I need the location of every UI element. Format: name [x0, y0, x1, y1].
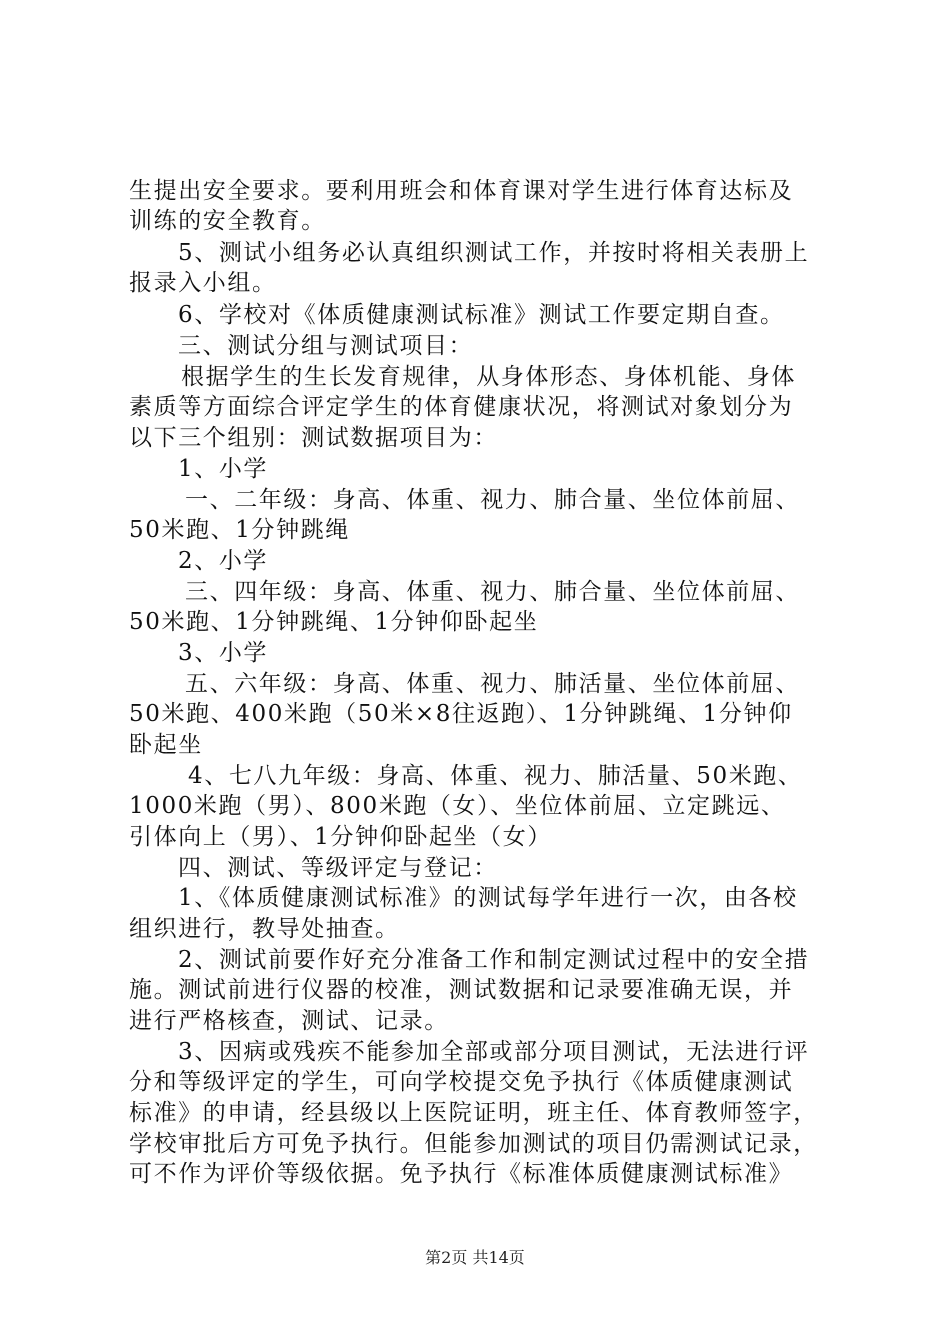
text-line: 2、测试前要作好充分准备工作和制定测试过程中的安全措: [178, 947, 810, 973]
text-line: 组织进行，教导处抽查。: [129, 916, 400, 942]
text-line: 3、小学: [178, 640, 269, 666]
text-line: 5、测试小组务必认真组织测试工作，并按时将相关表册上: [178, 240, 810, 266]
text-line: 1、小学: [178, 456, 269, 482]
text-line: 可不作为评价等级依据。免予执行《标准体质健康测试标准》: [129, 1161, 794, 1187]
text-line: 6、学校对《体质健康测试标准》测试工作要定期自查。: [178, 302, 785, 328]
text-line: 学校审批后方可免予执行。但能参加测试的项目仍需测试记录，: [129, 1131, 818, 1157]
text-line: 卧起坐: [129, 732, 203, 758]
text-line: 以下三个组别：测试数据项目为：: [129, 425, 498, 451]
text-line: 进行严格核查，测试、记录。: [129, 1008, 449, 1034]
text-line: 一、二年级：身高、体重、视力、肺合量、坐位体前屈、: [185, 487, 800, 513]
text-line: 三、四年级：身高、体重、视力、肺合量、坐位体前屈、: [185, 579, 800, 605]
text-line: 五、六年级：身高、体重、视力、肺活量、坐位体前屈、: [185, 671, 800, 697]
text-line: 引体向上（男）、1分钟仰卧起坐（女）: [129, 824, 552, 850]
text-line: 报录入小组。: [129, 270, 277, 296]
text-line: 素质等方面综合评定学生的体育健康状况，将测试对象划分为: [129, 394, 794, 420]
text-line: 1000米跑（男）、800米跑（女）、坐位体前屈、立定跳远、: [129, 793, 786, 819]
text-line: 4、七八九年级：身高、体重、视力、肺活量、50米跑、: [188, 763, 803, 789]
section-heading: 三、测试分组与测试项目：: [178, 333, 474, 359]
text-line: 标准》的申请，经县级以上医院证明，班主任、体育教师签字，: [129, 1100, 818, 1126]
text-line: 分和等级评定的学生，可向学校提交免予执行《体质健康测试: [129, 1069, 794, 1095]
text-line: 施。测试前进行仪器的校准，测试数据和记录要准确无误，并: [129, 977, 794, 1003]
text-line: 50米跑、1分钟跳绳: [129, 517, 350, 543]
text-line: 2、小学: [178, 548, 269, 574]
text-line: 1、《体质健康测试标准》的测试每学年进行一次，由各校: [178, 885, 798, 911]
text-line: 训练的安全教育。: [129, 208, 326, 234]
text-line: 3、因病或残疾不能参加全部或部分项目测试，无法进行评: [178, 1039, 810, 1065]
text-line: 根据学生的生长发育规律，从身体形态、身体机能、身体: [181, 364, 796, 390]
page-number: 第2页 共14页: [425, 1248, 525, 1267]
text-line: 50米跑、1分钟跳绳、1分钟仰卧起坐: [129, 609, 539, 635]
text-line: 生提出安全要求。要利用班会和体育课对学生进行体育达标及: [129, 178, 794, 204]
text-line: 50米跑、400米跑（50米×8往返跑）、1分钟跳绳、1分钟仰: [129, 701, 793, 727]
section-heading: 四、测试、等级评定与登记：: [178, 855, 498, 881]
